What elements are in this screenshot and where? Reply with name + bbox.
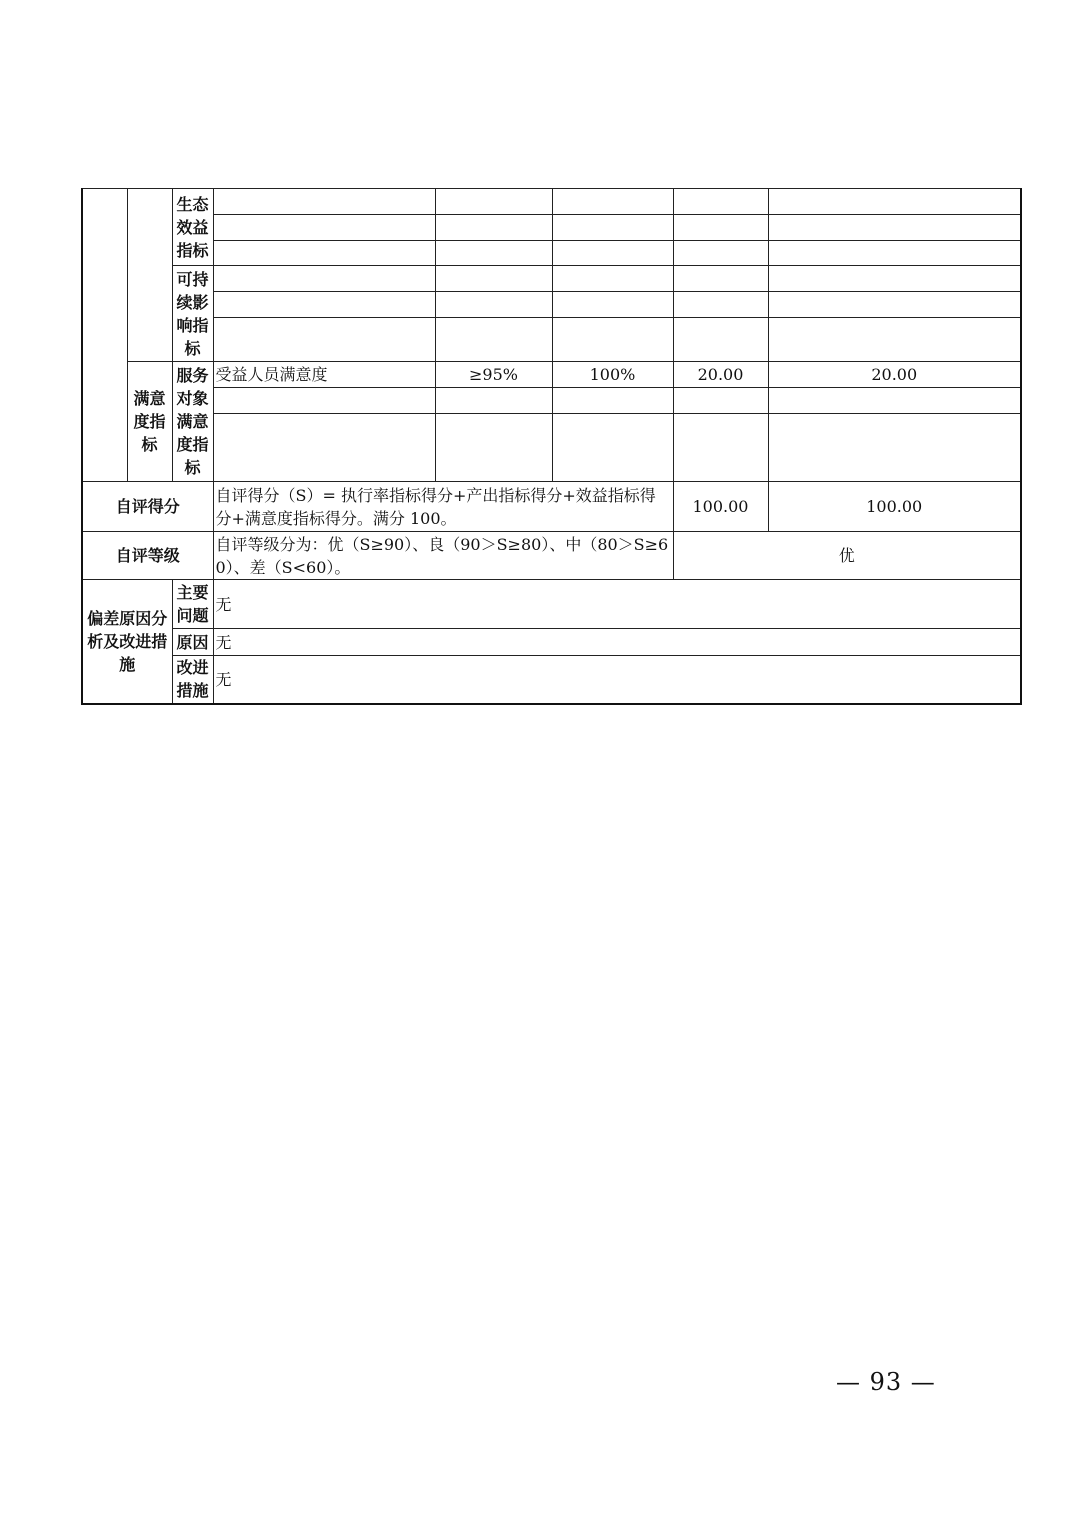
table-cell: [213, 414, 435, 482]
table-cell: [435, 189, 552, 215]
table-cell: [768, 189, 1021, 215]
main-problem-label: 主要问题: [172, 580, 213, 629]
satisfaction-row-score: 20.00: [768, 362, 1021, 388]
table-cell: [213, 215, 435, 241]
table-cell: [435, 241, 552, 266]
table-cell: [673, 318, 768, 362]
reason-value: 无: [213, 629, 1021, 656]
subcategory-cell-blank: [127, 189, 172, 362]
table-cell: [435, 215, 552, 241]
satisfaction-row-name: 受益人员满意度: [213, 362, 435, 388]
table-cell: [673, 414, 768, 482]
table-cell: [435, 414, 552, 482]
table-cell: [552, 318, 673, 362]
table-cell: [435, 266, 552, 292]
table-cell: [552, 215, 673, 241]
table-cell: [552, 414, 673, 482]
improvement-label: 改进措施: [172, 656, 213, 704]
table-cell: [673, 266, 768, 292]
self-score-label: 自评得分: [82, 482, 213, 532]
self-grade-description: 自评等级分为：优（S≥90）、良（90＞S≥80）、中（80＞S≥60）、差（S<60）。: [213, 532, 673, 580]
table-cell: [768, 215, 1021, 241]
category-cell-blank: [82, 189, 127, 482]
table-cell: [673, 292, 768, 318]
satisfaction-row-weight: 20.00: [673, 362, 768, 388]
performance-evaluation-table: [81, 188, 1022, 705]
table-cell: [552, 292, 673, 318]
service-object-satisfaction-label: 服务对象满意度指标: [172, 362, 213, 482]
table-cell: [768, 388, 1021, 414]
table-cell: [435, 318, 552, 362]
sustainable-impact-label: 可持续影响指标: [172, 266, 213, 362]
main-problem-value: 无: [213, 580, 1021, 629]
table-cell: [673, 189, 768, 215]
table-cell: [673, 241, 768, 266]
self-grade-value: 优: [673, 532, 1021, 580]
table-cell: [552, 241, 673, 266]
table-cell: [213, 318, 435, 362]
deviation-analysis-label: 偏差原因分析及改进措施: [82, 580, 172, 704]
satisfaction-row-actual: 100%: [552, 362, 673, 388]
table-cell: [213, 266, 435, 292]
satisfaction-row-target: ≥95%: [435, 362, 552, 388]
self-score-weight: 100.00: [673, 482, 768, 532]
reason-label: 原因: [172, 629, 213, 656]
table-cell: [768, 241, 1021, 266]
table-cell: [768, 414, 1021, 482]
table-cell: [552, 189, 673, 215]
table-cell: [673, 215, 768, 241]
table-cell: [768, 318, 1021, 362]
table-cell: [768, 266, 1021, 292]
table-cell: [213, 189, 435, 215]
self-score-value: 100.00: [768, 482, 1021, 532]
satisfaction-indicator-label: 满意度指标: [127, 362, 172, 482]
table-cell: [213, 241, 435, 266]
table-cell: [552, 266, 673, 292]
self-grade-label: 自评等级: [82, 532, 213, 580]
self-score-description: 自评得分（S）= 执行率指标得分+产出指标得分+效益指标得分+满意度指标得分。满分 100。: [213, 482, 673, 532]
table-cell: [768, 292, 1021, 318]
page-number: — 93 —: [836, 1368, 936, 1396]
table-cell: [213, 388, 435, 414]
table-cell: [435, 292, 552, 318]
ecological-benefit-label: 生态效益指标: [172, 189, 213, 266]
table-cell: [435, 388, 552, 414]
improvement-value: 无: [213, 656, 1021, 704]
table-cell: [673, 388, 768, 414]
table-cell: [213, 292, 435, 318]
table-cell: [552, 388, 673, 414]
